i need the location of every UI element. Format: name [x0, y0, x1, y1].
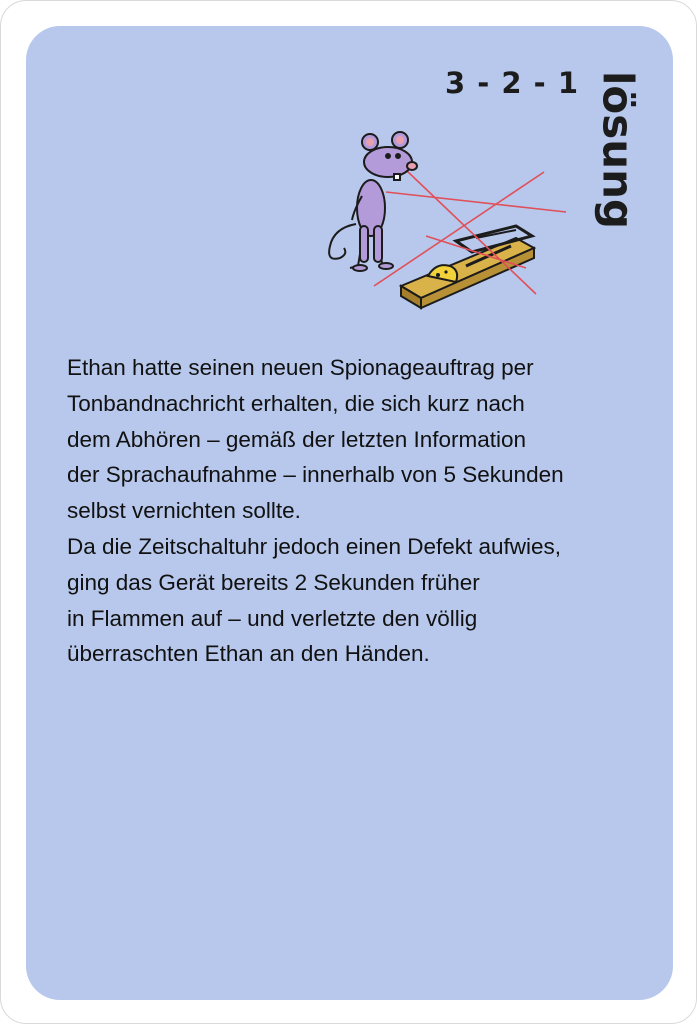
story-line: Da die Zeitschaltuhr jedoch einen Defekt aufwies,	[67, 533, 562, 559]
story-line: Tonbandnachricht erhalten, die sich kurz nach	[67, 390, 525, 416]
story-line: in Flammen auf – und verletzte den völlig	[67, 605, 478, 631]
solution-label: lösung	[593, 70, 643, 230]
story-line: der Sprachaufnahme – innerhalb von 5 Sekunden	[67, 462, 564, 488]
mouse-laser-trap-illustration	[316, 126, 576, 312]
countdown-title: 3 - 2 - 1	[445, 66, 579, 100]
story-line: dem Abhören – gemäß der letzten Information	[67, 426, 527, 452]
solution-story-text	[67, 350, 647, 672]
mousetrap-icon	[401, 226, 534, 308]
story-line: Ethan hatte seinen neuen Spionageauftrag per	[67, 355, 534, 380]
mouse-icon	[329, 132, 417, 271]
story-line: ging das Gerät bereits 2 Sekunden früher	[67, 569, 480, 595]
story-line: überraschten Ethan an den Händen.	[67, 641, 430, 667]
story-line: selbst vernichten sollte.	[67, 498, 301, 524]
